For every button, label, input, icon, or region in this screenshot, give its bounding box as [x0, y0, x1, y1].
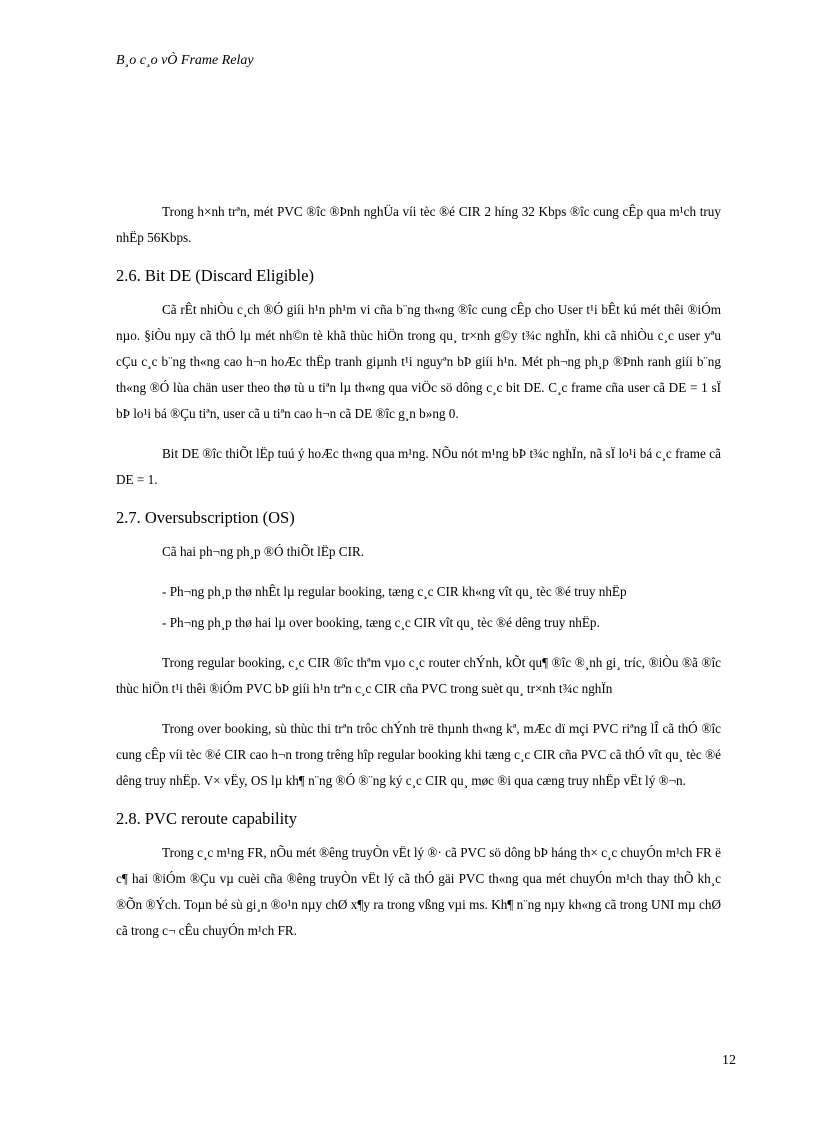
- paragraph: Bit DE ®îc thiÕt lËp tuú ý hoÆc th«ng qua m¹ng. NÕu nót m¹ng bÞ t¾c nghÏn, nã sÏ lo¹i bá c¸c frame cã DE = 1.: [116, 446, 721, 487]
- paragraph: Cã hai ph¬ng ph¸p ®Ó thiÕt lËp CIR.: [162, 544, 365, 559]
- list-item: - Ph¬ng ph¸p thø hai lµ over booking, tæng c¸c CIR vît qu¸ tèc ®é dêng truy nhËp.: [162, 615, 600, 630]
- paragraph: Trong c¸c m¹ng FR, nÕu mét ®êng truyÒn vËt lý ®· cã PVC sö dông bÞ háng th× c¸c chuyÓn m¹ch FR ë c¶ hai ®iÓm ®Çu vµ cuèi cña ®êng truyÒn vËt lý cã thÓ gäi PVC th«ng qua mét chuyÓn m¹ch thay thÕ kh¸c ®Õn ®Ých. Toµn bé sù gi¸n ®o¹n nµy chØ x¶y ra trong vßng vµi ms. Kh¶ n¨ng nµy kh«ng cã trong UNI mµ chØ cã trong c¬ cÊu chuyÓn m¹ch FR.: [116, 845, 721, 938]
- document-body: [116, 199, 721, 958]
- section-heading: 2.7. Oversubscription (OS): [116, 508, 295, 527]
- paragraph: Trong regular booking, c¸c CIR ®îc thªm vµo c¸c router chÝnh, kÕt qu¶ ®îc ®¸nh gi¸ tríc, ®iÒu ®ã ®îc thùc hiÖn t¹i thêi ®iÓm PVC bÞ giíi h¹n trªn c¸c CIR cña PVC trong suèt qu¸ tr×nh t¾c nghÏn: [116, 655, 721, 696]
- paragraph: Trong h×nh trªn, mét PVC ®îc ®Þnh nghÜa víi tèc ®é CIR 2 híng 32 Kbps ®îc cung cÊp qua m¹ch truy nhËp 56Kbps.: [116, 204, 721, 245]
- paragraph: Trong over booking, sù thùc thi trªn trôc chÝnh trë thµnh th«ng kª, mÆc dï mçi PVC riªng lÎ cã thÓ ®îc cung cÊp víi tèc ®é CIR cao h¬n trong trêng hîp regular booking khi tæng c¸c CIR cña PVC cã thÓ vît qu¸ tèc ®é dêng truy nhËp. V× vËy, OS lµ kh¶ n¨ng ®Ó ®¨ng ký c¸c CIR qu¸ møc ®i qua cæng truy nhËp vËt lý ®¬n.: [116, 721, 721, 788]
- page-header: B¸o c¸o vÒ Frame Relay: [116, 53, 254, 68]
- page-number: 12: [722, 1053, 736, 1068]
- list-item: - Ph¬ng ph¸p thø nhÊt lµ regular booking, tæng c¸c CIR kh«ng vît qu¸ tèc ®é truy nhËp: [162, 584, 627, 599]
- paragraph: Cã rÊt nhiÒu c¸ch ®Ó giíi h¹n ph¹m vi cña b¨ng th«ng ®îc cung cÊp cho User t¹i bÊt kú mét thêi ®iÓm nµo. §iÒu nµy cã thÓ lµ mét nh©n tè khã thùc hiÖn trong qu¸ tr×nh g©y t¾c nghÏn, khi cã nhiÒu c¸c user yªu cÇu c¸c b¨ng th«ng cao h¬n hoÆc thËp tranh giµnh t¹i nguyªn bÞ giíi h¹n. Mét ph¬ng ph¸p ®Þnh ranh giíi b¨ng th«ng ®Ó lùa chän user theo thø tù u tiªn lµ th«ng qua viÖc sö dông c¸c bit DE. C¸c frame cña user cã DE = 1 sÏ bÞ lo¹i bá ®Çu tiªn, user cã u tiªn cao h¬n cã DE ®îc g¸n b»ng 0.: [116, 302, 721, 421]
- section-heading: 2.8. PVC reroute capability: [116, 809, 298, 828]
- section-heading: 2.6. Bit DE (Discard Eligible): [116, 266, 314, 285]
